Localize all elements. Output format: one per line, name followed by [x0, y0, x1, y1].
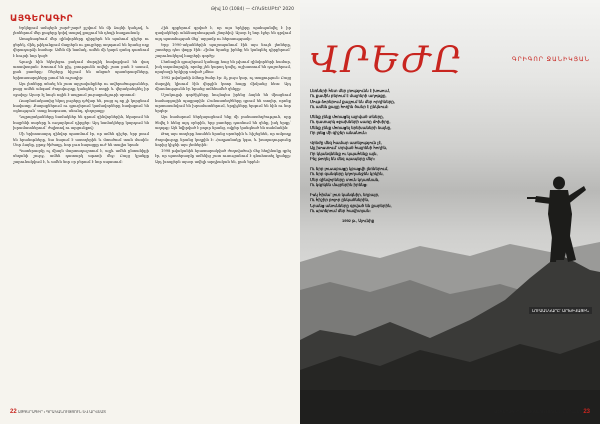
- article-paragraph: Հին գրքերում գրված է, որ այս երկիրը պահպանվել է իր զավակների անձնազոհության շնորհիվ։ Այսօր էլ նոր էջեր են գրվում այդ պատմության մեջ՝ արյամբ ու հերոսությամբ։: [155, 26, 291, 41]
- article-paragraph: Լեռնային գյուղերում կանայք հաց են թխում զինվորների համար, իսկ տղամարդիկ, որոնք չեն կարող կռվել, աշխատում են դաշտերում, որպեսզի երկիրը սոված չմնա։: [155, 59, 291, 75]
- poem-line: Որ կկանգնենք ու կպահենք այն,: [310, 150, 378, 156]
- folio-text-left: ԱՅԳԵՐԱԳԻՐ • ԳՐԱԿԱՆՈՒԹՅՈՒՆ ԵՎ ԱՐՎԵՍՏ: [17, 410, 106, 414]
- masthead: [10, 6, 73, 24]
- poem-line: Մեր զինվորները տուն կդառնան,: [310, 176, 380, 182]
- folio-text-right: ԱՅԳԵՐԱԳԻՐ • ԳՐԱԿԱՆՈՒԹՅՈՒՆ ԵՎ ԱՐՎԵՍՏ: [494, 410, 583, 414]
- photo-credit: ԼՈՒՍԱՆԿԱՐԸ՝ ԱՐԽԻՎԱՅԻՆ: [529, 307, 592, 314]
- article-paragraph: Այս համարում ներկայացնում ենք մի բանաստեղծություն, որը ծնվել է հենց այդ օրերին, երբ բառերը դառնում են զենք, իսկ երգը՝ աղոթք։ Այն նվիրված է բոլոր նրանց, ովքեր կանգնած են սահմանին։: [155, 115, 291, 131]
- poem-author: ԳՐԻԳՈՐ ՋԱՆԻԿՅԱՆ: [511, 57, 590, 63]
- article-paragraph: Դպրոցականները նամակներ են գրում զինվորներին, նկարում են հայրենի սարերը և ուղարկում դիրքեր։ Այդ նամակները կարդում են խրամատներում՝ ժպիտով ու արցունքով։: [13, 115, 149, 131]
- article-paragraph: Ռազմաճակատից եկող լուրերը դժվար են, բայց ոչ ոք չի կորցնում հավատը։ Քաղաքներում ու գյուղերում կամավորները հավաքում են օգնություն՝ տաք հագուստ, սնունդ, դեղորայք։: [13, 98, 149, 114]
- poem-closing: 1992 թ., Սյունիք: [342, 218, 375, 223]
- right-page: [300, 0, 600, 424]
- article-paragraph: Թող այս տողերը հասնեն նրանց սրտերին և հիշեցնեն, որ ամբողջ ժողովուրդը նրանց կողքին է։ Հաղթանակը կգա, և խաղաղությունը նորից կիջնի այս լեռներին։: [155, 132, 291, 147]
- poem-line: Ինչ թողել են մեզ պապերը մեր։: [310, 155, 376, 161]
- poem-line: Որ լռեց մի գիշեր անանուն։: [310, 129, 367, 135]
- article-paragraph: Առաջնագծում մեր զինվորները դիրքերն են պահում գիշեր ու ցերեկ, մինչ թիկունքում մայրերն ու քույրերը աղոթում են նրանց ողջ վերադարձի համար։ Ամեն մի նամակ, ամեն մի կարճ զանգ դառնում է հույսի նոր կայծ։: [13, 37, 149, 58]
- poem-line: Ու դատարկ օջախների սառը մոխիրը,: [310, 119, 391, 125]
- article-column-2: [155, 26, 291, 404]
- poem-title: ՎՐԵԺԸ: [310, 40, 465, 81]
- article-paragraph: Այս լեռները տեսել են շատ արշավանքներ ու ավերածություններ, բայց ամեն անգամ ժողովուրդը կանգնել է ոտքի և վերականգնել իր օջախը։ Այսօր էլ նույն ոգին է ապրում յուրաքանչյուրի սրտում։: [13, 81, 149, 97]
- poem-line: Իսկ հիմա՝ լուռ կանգնիր, եղբայր,: [310, 192, 380, 197]
- article-paragraph: 1992 թվականի ձմեռը ծանր էր։ Ոչ լույս կար, ոչ տաքություն։ Բայց մարդիկ կիսում էին վերջին կտոր հացը միմյանց հետ։ Այդ միասնությունն էր նրանց ամենամեծ զենքը։: [155, 76, 291, 92]
- left-folio: [10, 409, 106, 415]
- poem-line: Ու սրտերում մեր հավիտյան։: [310, 207, 371, 213]
- article-column-1: [13, 26, 149, 404]
- poem-line: Մենք չենք մոռացել երեխաների ձայնը,: [310, 124, 392, 130]
- poem-body: [310, 88, 496, 223]
- magazine-logo[interactable]: ԱՅԳԵՐԱԳԻՐ: [10, 14, 73, 24]
- poem-line: Այլ խոստում՝ տրված հայրենի հողին,: [310, 145, 388, 151]
- article-paragraph: Պատերազմը ոչ միայն մարտադաշտում է, այլև ամեն ընտանիքի սեղանի շուրջ, ամեն դատարկ աթոռի մեջ։ Բայց կյանքը շարունակվում է, և ամեն նոր օր բերում է նոր սպասում։: [13, 149, 149, 164]
- poem-line: Մութ ձորերում քայլում են մեր որդիները,: [310, 98, 395, 104]
- poem-line: Նրանց անունները գրված են քարերին,: [310, 202, 392, 208]
- poem-line: Ու կգրկեն մայրերին իրենց։: [310, 181, 368, 187]
- article-paragraph: Մշակույթի գործիչները նույնպես իրենց ձայնն են միացնում համազգային պայքարին։ Բանաստեղծները գրում են տողեր, որոնք արտասանվում են խրամատներում, երգիչները երգում են հին ու նոր երգեր։: [155, 93, 291, 114]
- issue-info: Թիվ 10 (1084) — ՀՈԿՏԵՄԲԵՐ 2020: [211, 7, 294, 12]
- page-number-left: 22: [10, 409, 17, 415]
- poem-line: Ու ամեն քայլը հողին ծանր է ընկնում։: [310, 103, 389, 109]
- photo-shadow: [300, 390, 600, 424]
- poem-line: Ու քամին բերում է մայրերի աղոթքը,: [310, 93, 387, 99]
- poem-line: Ու երբ զանգերը կղողանջեն կրկին,: [310, 171, 384, 177]
- article-paragraph: Երկնքում ամպերն շարժ-շարժ քշվում են մի ձայնի կանչով, և լեռներում մեր քաջերը կռիվ տալով քայլում են դեպի հաղթանակ։: [13, 26, 149, 36]
- poem-line: Լեռների հետ մեր լռությունն է խոսում,: [310, 88, 390, 93]
- page-number-right: 23: [583, 409, 590, 415]
- poem-line: Մենք չենք մոռացել այրված տները,: [310, 114, 384, 119]
- poem-line: Վրեժը մեզ համար ատելություն չէ,: [310, 140, 383, 145]
- poem-line: Ու հիշիր բոլոր ընկածներին,: [310, 197, 370, 203]
- article-paragraph: Գյուղի հին եկեղեցու բակում մարդիկ հավաքվում են վաղ առավոտյան։ Խոսում են քիչ, լռությունն ավելի շատ բան է ասում, քան բառերը։ Ծերերը հիշում են անցած պատերազմները, երիտասարդները լսում են ուշադիր։: [13, 59, 149, 80]
- article-paragraph: Մի երիտասարդ զինվոր պատմում էր, որ ամեն գիշեր, երբ լռում են հրանոթները, նա նայում է աստղերին և մտածում տան մասին։ Մոր ձայնը, քրոջ ծիծաղը, հոր լուռ հայացքը ուժ են տալիս նրան։: [13, 132, 149, 147]
- poem-line: Ու երբ լուսաբացը կբացվի լեռներում,: [310, 166, 389, 171]
- right-folio: [494, 409, 590, 415]
- article-paragraph: Երբ 1990-ականներին պաշտպանում էին այս նույն լեռները, շատերը դեռ փոքր էին։ Հիմա նրանք իրենք են կանգնել դիրքերում՝ շարունակելով հայրերի գործը։: [155, 42, 291, 58]
- article-paragraph: 1998 թվականին հրատարակված ժողովածուի մեջ հեղինակը գրել էր, որ պատերազմը ամենից շատ ուսուցանում է գնահատել կյանքը։ Այդ խոսքերն այսօր ավելի արդիական են, քան երբևէ։: [155, 149, 291, 164]
